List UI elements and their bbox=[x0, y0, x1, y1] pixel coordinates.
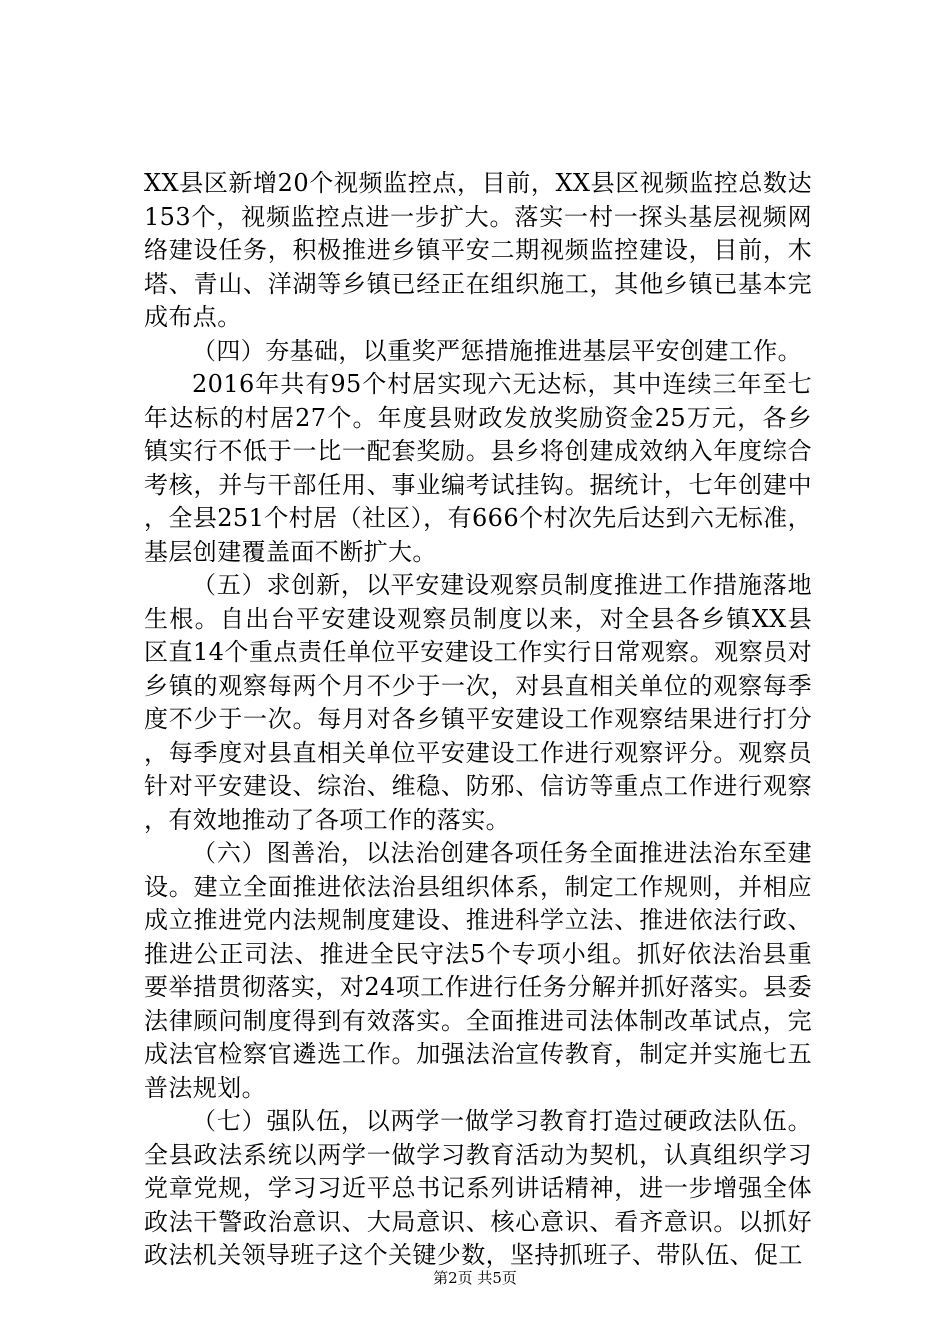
paragraph-2: 2016年共有95个村居实现六无达标，其中连续三年至七年达标的村居27个。年度县财政发放奖励资金25万元，各乡镇实行不低于一比一配套奖励。县乡将创建成效纳入年度综合考核，并与干部任用、事业编考试挂钩。据统计，七年创建中，全县251个村居（社区），有666个村次先后达到六无标准，基层创建覆盖面不断扩大。 bbox=[144, 370, 812, 566]
paragraph-4: （六）图善治，以法治创建各项任务全面推进法治东至建设。建立全面推进依法治县组织体系，制定工作规则，并相应成立推进党内法规制度建设、推进科学立法、推进依法行政、推进公正司法、推进全民守法5个专项小组。抓好依法治县重要举措贯彻落实，对24项工作进行任务分解并抓好落实。县委法律顾问制度得到有效落实。全面推进司法体制改革试点，完成法官检察官遴选工作。加强法治宣传教育，制定并实施七五普法规划。 bbox=[144, 839, 812, 1102]
document-body bbox=[144, 167, 812, 1273]
paragraph-5: （七）强队伍，以两学一做学习教育打造过硬政法队伍。全县政法系统以两学一做学习教育活动为契机，认真组织学习党章党规，学习习近平总书记系列讲话精神，进一步增强全体政法干警政治意识、大局意识、核心意识、看齐意识。以抓好政法机关领导班子这个关键少数，坚持抓班子、带队伍、促工 bbox=[144, 1107, 812, 1269]
paragraph-1: XX县区新增20个视频监控点，目前，XX县区视频监控总数达153个，视频监控点进一步扩大。落实一村一探头基层视频网络建设任务，积极推进乡镇平安二期视频监控建设，目前，木塔、青山、洋湖等乡镇已经正在组织施工，其他乡镇已基本完成布点。 bbox=[144, 169, 812, 331]
page-number-footer: 第2页 共5页 bbox=[433, 1269, 517, 1287]
paragraph-3: （五）求创新，以平安建设观察员制度推进工作措施落地生根。自出台平安建设观察员制度以来，对全县各乡镇XX县区直14个重点责任单位平安建设工作实行日常观察。观察员对乡镇的观察每两个月不少于一次，对县直相关单位的观察每季度不少于一次。每月对各乡镇平安建设工作观察结果进行打分，每季度对县直相关单位平安建设工作进行观察评分。观察员针对平安建设、综治、维稳、防邪、信访等重点工作进行观察，有效地推动了各项工作的落实。 bbox=[144, 571, 812, 834]
section-heading-4: （四）夯基础，以重奖严惩措施推进基层平安创建工作。 bbox=[192, 336, 802, 365]
